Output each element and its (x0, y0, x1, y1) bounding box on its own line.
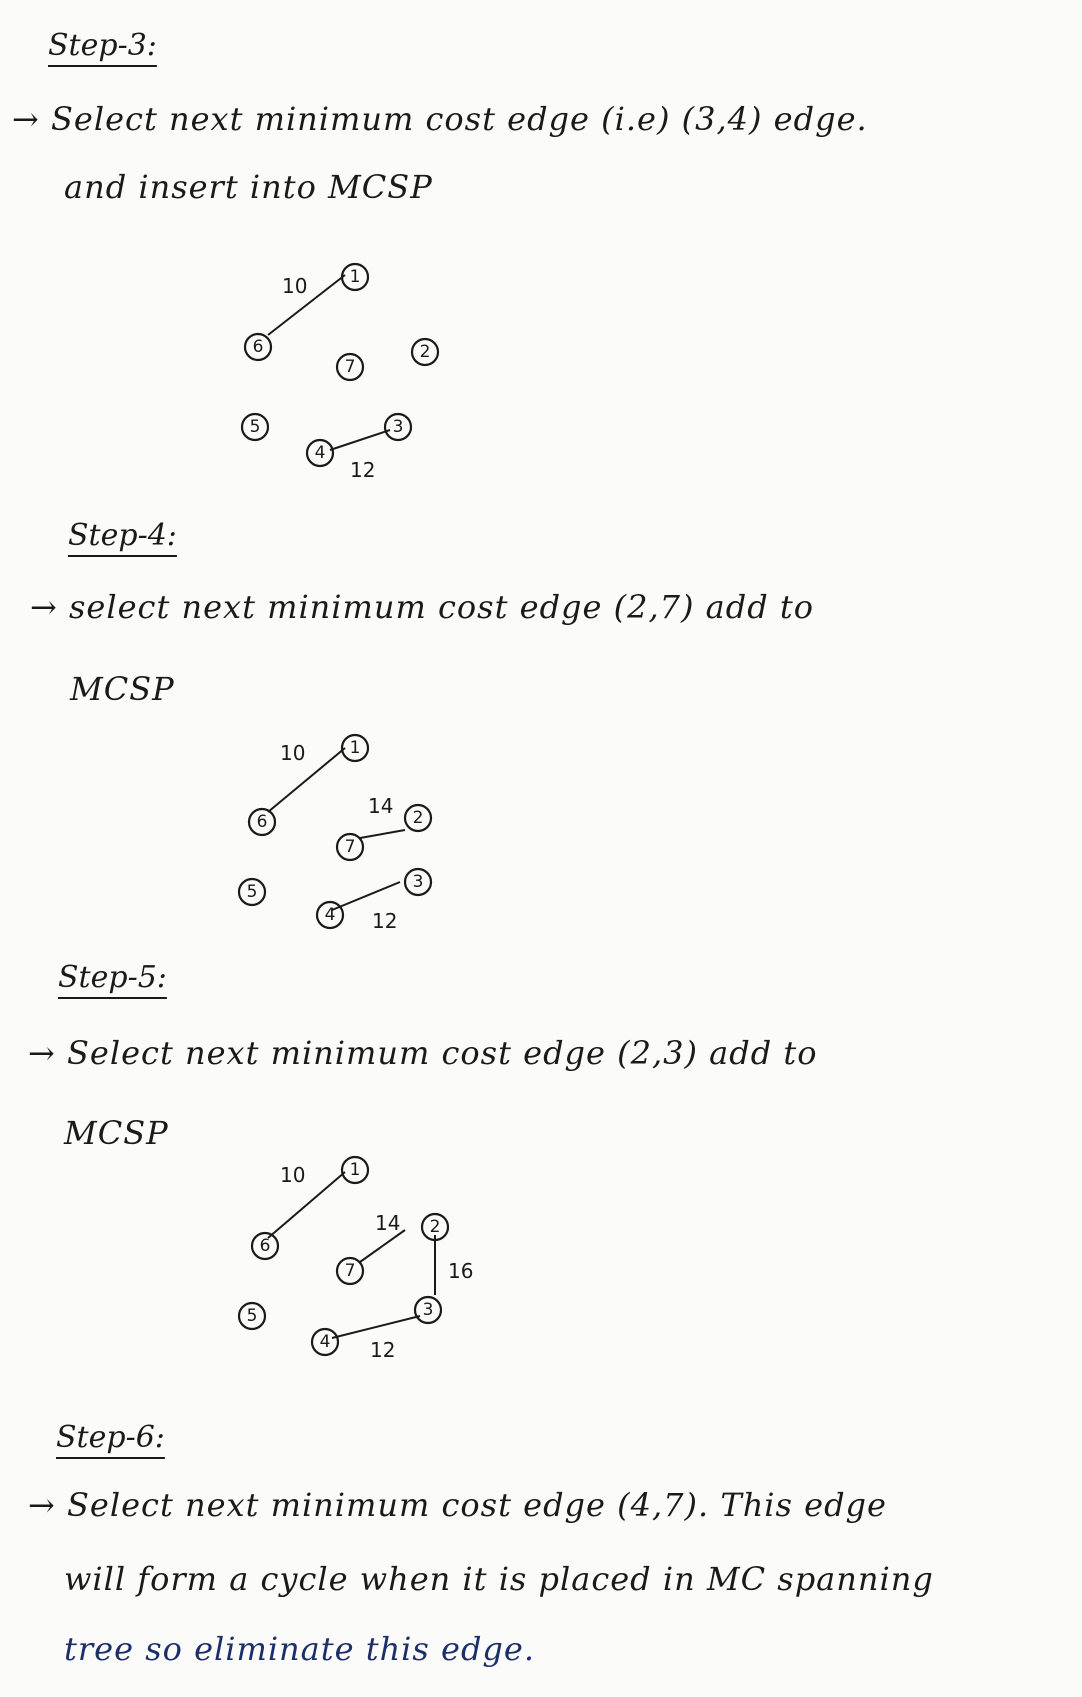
edge-4-3 (332, 882, 400, 910)
step-6-line-2: will form a cycle when it is placed in MC spanning (64, 1560, 934, 1598)
step-6-line-1: → Select next minimum cost edge (4,7). This edge (28, 1486, 887, 1524)
svg-text:6: 6 (252, 337, 264, 357)
graph-step-4 (200, 720, 480, 960)
edge-weight-4-3: 12 (370, 1338, 396, 1362)
svg-text:7: 7 (344, 357, 356, 377)
graph-step-3 (200, 255, 480, 495)
graph-node-6 (249, 809, 275, 835)
svg-text:1: 1 (349, 1160, 361, 1180)
graph-node-4 (307, 440, 333, 466)
graph-node-5 (239, 879, 265, 905)
svg-text:5: 5 (246, 1306, 258, 1326)
svg-text:4: 4 (314, 443, 326, 463)
graph-node-3 (385, 414, 411, 440)
edge-weight-7-2: 14 (375, 1211, 401, 1235)
svg-text:2: 2 (429, 1217, 441, 1237)
svg-text:3: 3 (412, 872, 424, 892)
graph-node-4 (317, 902, 343, 928)
step-5-line-1: → Select next minimum cost edge (2,3) add to (28, 1034, 818, 1072)
graph-node-5 (242, 414, 268, 440)
graph-node-7 (337, 354, 363, 380)
edge-4-3 (330, 430, 390, 450)
graph-node-1 (342, 735, 368, 761)
svg-text:1: 1 (349, 738, 361, 758)
svg-text:5: 5 (249, 417, 261, 437)
step-3-heading: Step-3: (48, 28, 157, 63)
graph-node-2 (412, 339, 438, 365)
graph-node-1 (342, 1157, 368, 1183)
svg-text:2: 2 (412, 808, 424, 828)
edge-4-3 (332, 1316, 420, 1338)
step-4-line-2: MCSP (70, 670, 175, 708)
graph-node-4 (312, 1329, 338, 1355)
step-4-heading: Step-4: (68, 518, 177, 553)
step-3-line-2: and insert into MCSP (64, 168, 433, 206)
step-3-line-1: → Select next minimum cost edge (i.e) (3,4) edge. (12, 100, 868, 138)
edge-weight-2-3: 16 (448, 1259, 474, 1283)
graph-node-2 (405, 805, 431, 831)
graph-node-6 (252, 1233, 278, 1259)
svg-text:1: 1 (349, 267, 361, 287)
svg-text:4: 4 (319, 1332, 331, 1352)
svg-text:6: 6 (256, 812, 268, 832)
step-5-heading: Step-5: (58, 960, 167, 995)
svg-text:4: 4 (324, 905, 336, 925)
graph-node-7 (337, 1258, 363, 1284)
svg-text:7: 7 (344, 837, 356, 857)
step-6-heading: Step-6: (56, 1420, 165, 1455)
graph-node-6 (245, 334, 271, 360)
svg-text:5: 5 (246, 882, 258, 902)
edge-weight-4-3: 12 (372, 909, 398, 933)
step-6-line-3: tree so eliminate this edge. (64, 1630, 536, 1668)
svg-text:7: 7 (344, 1261, 356, 1281)
edge-weight-1-6: 10 (282, 274, 308, 298)
graph-node-1 (342, 264, 368, 290)
svg-text:3: 3 (422, 1300, 434, 1320)
edge-7-2 (360, 830, 405, 838)
graph-node-5 (239, 1303, 265, 1329)
edge-weight-1-6: 10 (280, 1163, 306, 1187)
graph-node-7 (337, 834, 363, 860)
edge-weight-7-2: 14 (368, 794, 394, 818)
svg-text:6: 6 (259, 1236, 271, 1256)
graph-step-5 (200, 1150, 480, 1390)
svg-text:2: 2 (419, 342, 431, 362)
step-5-line-2: MCSP (64, 1114, 169, 1152)
svg-text:3: 3 (392, 417, 404, 437)
graph-node-2 (422, 1214, 448, 1240)
step-4-line-1: → select next minimum cost edge (2,7) add to (30, 588, 815, 626)
edge-weight-4-3: 12 (350, 458, 376, 482)
edge-weight-1-6: 10 (280, 741, 306, 765)
graph-node-3 (405, 869, 431, 895)
graph-node-3 (415, 1297, 441, 1323)
